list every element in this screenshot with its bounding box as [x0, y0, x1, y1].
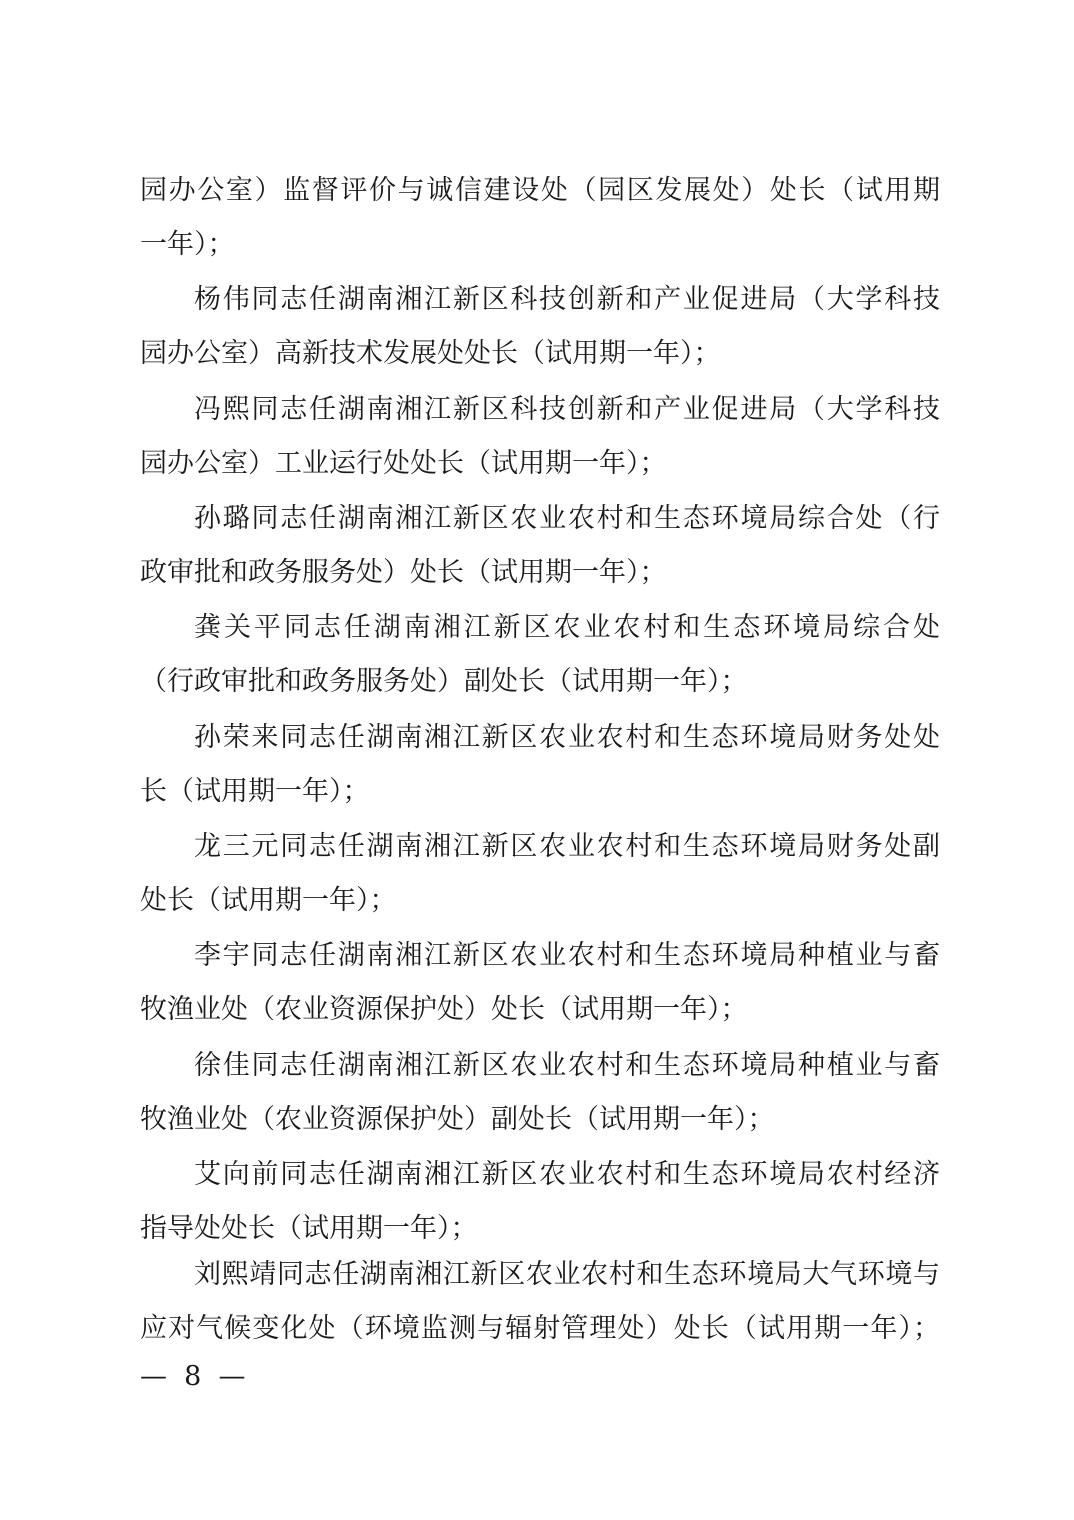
p2-line2: 园办公室）工业运行处处长（试用期一年）； — [140, 448, 667, 479]
p4-line1: 龚关平同志任湖南湘江新区农业农村和生态环境局综合处 — [194, 612, 940, 643]
page-number: — 8 — — [140, 1361, 246, 1392]
p2-line1: 冯熙同志任湖南湘江新区科技创新和产业促进局（大学科技 — [194, 394, 940, 425]
p10-line2: 应对气候变化处（环境监测与辐射管理处）处长（试用期一年）； — [140, 1313, 940, 1344]
p9-line1: 艾向前同志任湖南湘江新区农业农村和生态环境局农村经济 — [194, 1159, 940, 1190]
p6-line2: 处长（试用期一年）； — [140, 885, 397, 916]
p5-line2: 长（试用期一年）； — [140, 776, 370, 807]
p0-line2: 一年）； — [140, 229, 235, 260]
p7-line2: 牧渔业处（农业资源保护处）处长（试用期一年）； — [140, 994, 748, 1025]
p8-line1: 徐佳同志任湖南湘江新区农业农村和生态环境局种植业与畜 — [194, 1050, 940, 1081]
p10-line1: 刘熙靖同志任湖南湘江新区农业农村和生态环境局大气环境与 — [194, 1259, 940, 1290]
p6-line1: 龙三元同志任湖南湘江新区农业农村和生态环境局财务处副 — [194, 831, 940, 862]
p5-line1: 孙荣来同志任湖南湘江新区农业农村和生态环境局财务处处 — [194, 722, 940, 753]
p0-line1: 园办公室）监督评价与诚信建设处（园区发展处）处长（试用期 — [140, 175, 940, 206]
p1-line2: 园办公室）高新技术发展处处长（试用期一年）； — [140, 338, 721, 369]
p3-line2: 政审批和政务服务处）处长（试用期一年）； — [140, 557, 667, 588]
p7-line1: 李宇同志任湖南湘江新区农业农村和生态环境局种植业与畜 — [194, 940, 940, 971]
p8-line2: 牧渔业处（农业资源保护处）副处长（试用期一年）； — [140, 1104, 775, 1135]
p4-line2: （行政审批和政务服务处）副处长（试用期一年）； — [140, 666, 748, 697]
p9-line2: 指导处处长（试用期一年）； — [140, 1213, 478, 1244]
p3-line1: 孙璐同志任湖南湘江新区农业农村和生态环境局综合处（行 — [194, 503, 940, 534]
p1-line1: 杨伟同志任湖南湘江新区科技创新和产业促进局（大学科技 — [194, 284, 940, 315]
